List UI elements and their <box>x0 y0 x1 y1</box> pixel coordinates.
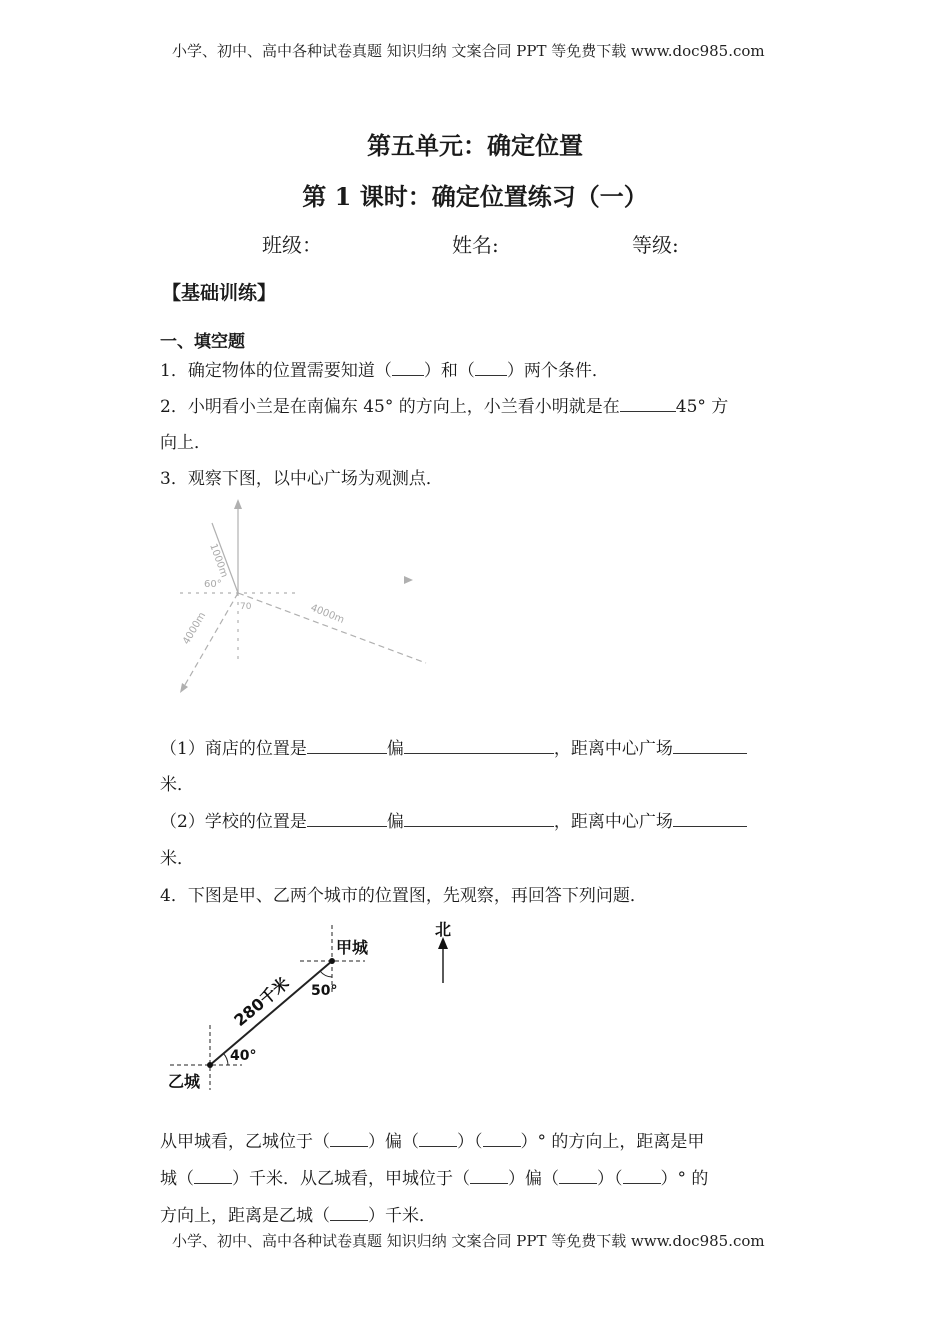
question-2-cont: 向上． <box>160 433 211 453</box>
north-label: 北 <box>435 920 452 939</box>
label-east-distance: 4000m <box>308 602 346 626</box>
label-angle-70: 70 <box>240 602 252 612</box>
answer-blank[interactable] <box>559 1169 597 1184</box>
label-sw-distance: 4000m <box>181 610 209 647</box>
section-heading: 【基础训练】 <box>162 282 277 304</box>
question-3-2-unit: 米． <box>160 849 194 869</box>
answer-blank[interactable] <box>673 812 747 827</box>
answer-blank[interactable] <box>194 1169 232 1184</box>
question-2: 2．小明看小兰是在南偏东 45° 的方向上，小兰看小明就是在 45° 方 <box>160 397 729 417</box>
question-4-line-2: 城（ ）千米．从乙城看，甲城位于（ ）偏（ ）（ ）° 的 <box>160 1169 709 1189</box>
answer-blank[interactable] <box>404 739 554 754</box>
answer-blank[interactable] <box>623 1169 661 1184</box>
answer-blank[interactable] <box>307 812 387 827</box>
city-a-label: 甲城 <box>336 938 369 957</box>
part-heading: 一、填空题 <box>160 332 245 352</box>
east-arrow-icon <box>404 576 413 584</box>
distance-label: 280千米 <box>230 973 293 1031</box>
angle-arc-a <box>320 971 332 977</box>
north-arrow-icon <box>234 499 242 509</box>
city-b-dot <box>207 1062 213 1068</box>
answer-blank[interactable] <box>330 1132 368 1147</box>
answer-blank[interactable] <box>475 361 507 376</box>
label-angle-60: 60° <box>204 579 222 590</box>
label-north-distance: 1000m <box>207 542 230 580</box>
class-label: 班级： <box>262 233 322 257</box>
answer-blank[interactable] <box>392 361 424 376</box>
page-title: 第五单元：确定位置 <box>367 131 583 160</box>
city-a-dot <box>329 958 335 964</box>
direction-diagram-1 <box>160 495 450 705</box>
question-4-line-1: 从甲城看，乙城位于（ ）偏（ ）（ ）° 的方向上，距离是甲 <box>160 1132 705 1152</box>
question-3-1: （1）商店的位置是 偏 ，距离中心广场 <box>160 734 747 759</box>
angle-a-label: 50° <box>311 983 338 999</box>
angle-arc-b <box>223 1053 228 1065</box>
grade-label: 等级: <box>632 233 679 257</box>
city-position-diagram <box>160 915 470 1100</box>
answer-blank[interactable] <box>483 1132 521 1147</box>
page-header: 小学、初中、高中各种试卷真题 知识归纳 文案合同 PPT 等免费下载 www.doc985.com <box>172 42 765 60</box>
answer-blank[interactable] <box>673 739 747 754</box>
southwest-arrow-icon <box>180 683 188 693</box>
answer-blank[interactable] <box>620 397 676 412</box>
question-3: 3．观察下图，以中心广场为观测点． <box>160 469 443 489</box>
line-to-east <box>238 593 426 663</box>
answer-blank[interactable] <box>470 1169 508 1184</box>
page-subtitle: 第 1 课时：确定位置练习（一） <box>302 182 648 211</box>
answer-blank[interactable] <box>404 812 554 827</box>
answer-blank[interactable] <box>330 1206 368 1221</box>
answer-blank[interactable] <box>307 739 387 754</box>
question-4-line-3: 方向上，距离是乙城（ ）千米． <box>160 1206 436 1226</box>
question-4: 4．下图是甲、乙两个城市的位置图，先观察，再回答下列问题． <box>160 886 647 906</box>
connecting-line <box>210 961 332 1065</box>
question-3-2: （2）学校的位置是 偏 ，距离中心广场 <box>160 807 747 832</box>
city-b-label: 乙城 <box>168 1072 201 1091</box>
question-3-1-unit: 米． <box>160 775 194 795</box>
angle-b-label: 40° <box>230 1048 257 1064</box>
answer-blank[interactable] <box>419 1132 457 1147</box>
name-label: 姓名: <box>452 233 499 257</box>
question-1: 1．确定物体的位置需要知道（ ）和（ ）两个条件． <box>160 361 609 381</box>
page-footer: 小学、初中、高中各种试卷真题 知识归纳 文案合同 PPT 等免费下载 www.doc985.com <box>172 1232 765 1250</box>
